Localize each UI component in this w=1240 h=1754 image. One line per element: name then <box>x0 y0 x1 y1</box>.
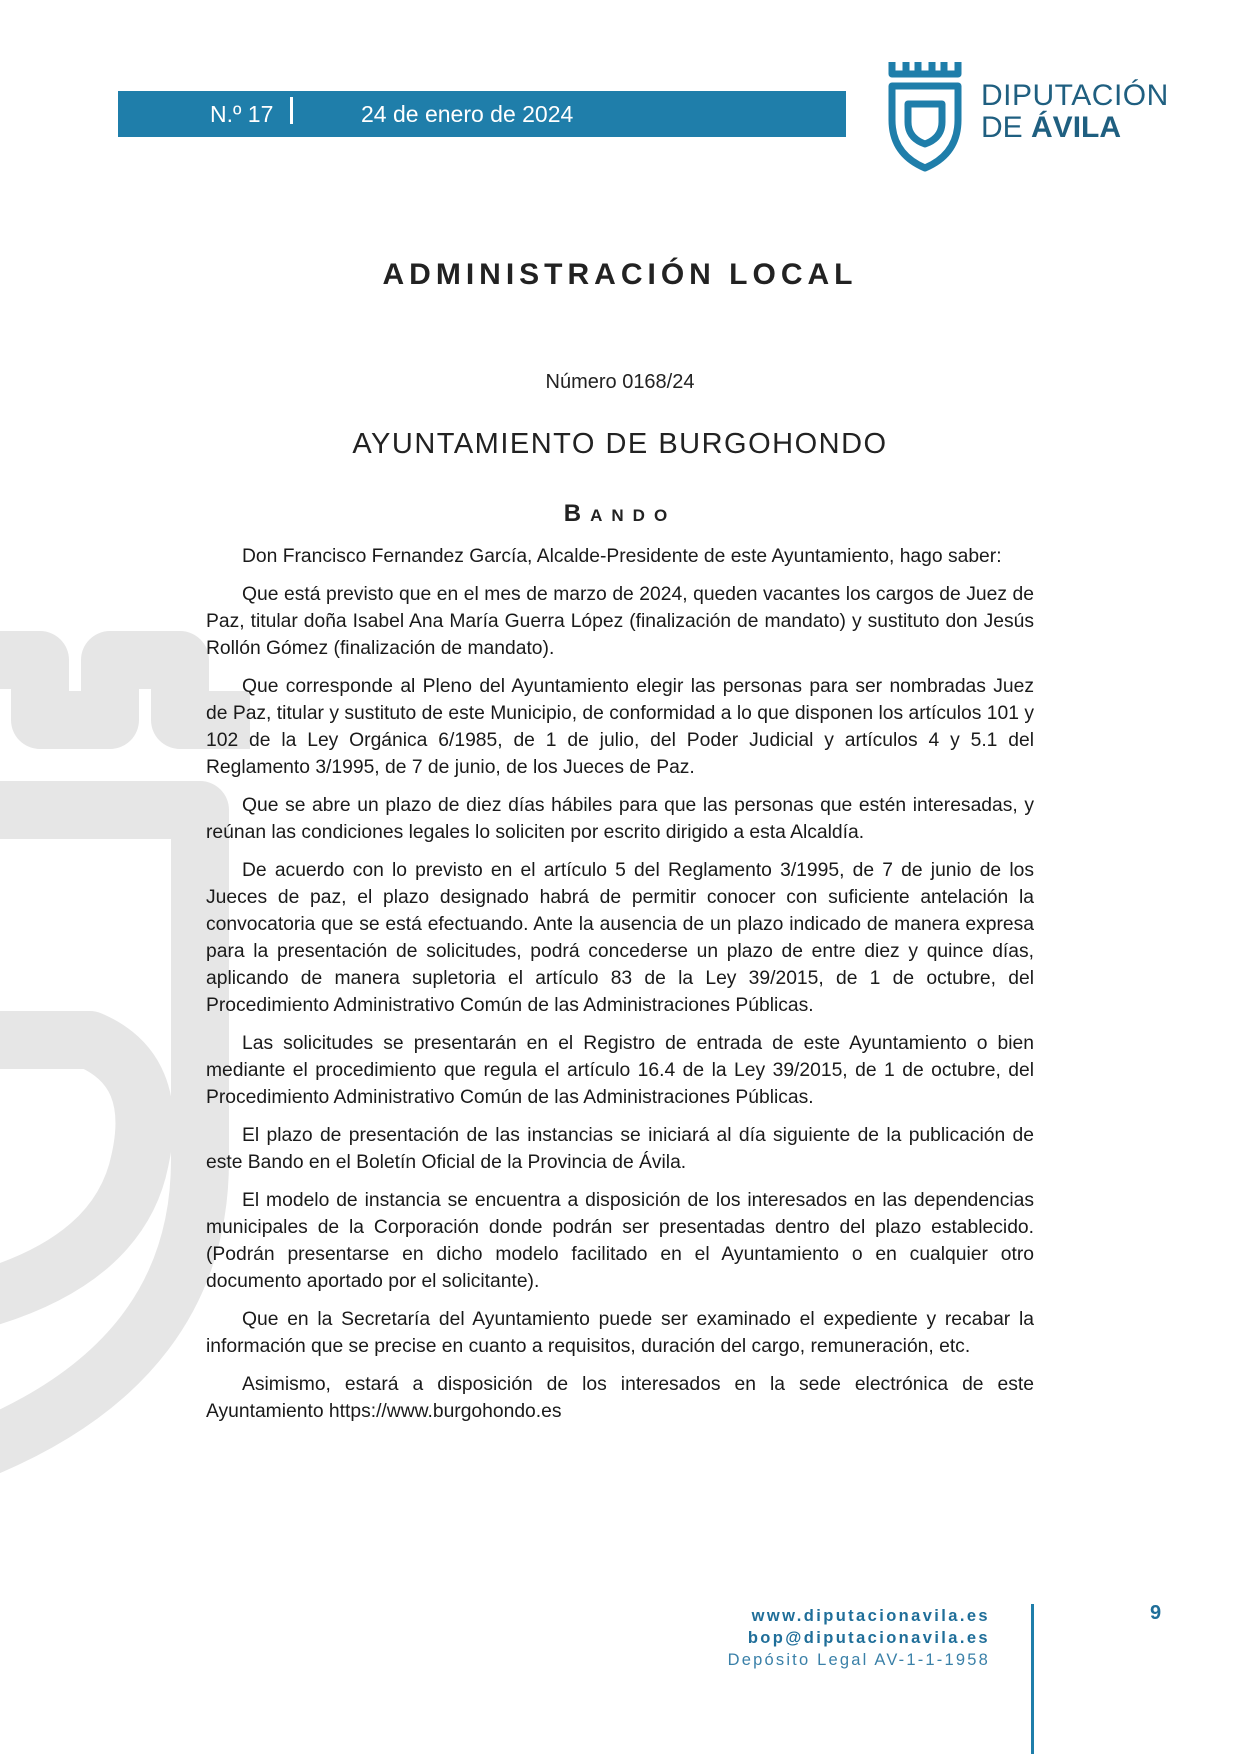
footer-legal-deposit: Depósito Legal AV-1-1-1958 <box>727 1651 990 1669</box>
logo-line-2 <box>981 112 1169 144</box>
diputacion-logo <box>886 58 1169 178</box>
page-number: 9 <box>1150 1602 1162 1624</box>
paragraph: Asimismo, estará a disposición de los interesados en la sede electrónica de este Ayuntamiento https://www.burgohondo.es <box>206 1374 1034 1422</box>
announcement-number: Número 0168/24 <box>545 371 695 393</box>
header-bar <box>118 91 846 137</box>
footer-website-link[interactable]: www.diputacionavila.es <box>751 1607 990 1625</box>
entity-name: AYUNTAMIENTO DE BURGOHONDO <box>352 428 888 460</box>
footer-email-link[interactable]: bop@diputacionavila.es <box>747 1629 990 1647</box>
castle-shield-icon <box>886 58 966 174</box>
section-title: ADMINISTRACIÓN LOCAL <box>382 258 858 291</box>
document-type: Bando <box>563 500 677 527</box>
paragraph: Don Francisco Fernandez García, Alcalde-Presidente de este Ayuntamiento, hago saber: <box>242 546 1002 567</box>
paragraph: Que está previsto que en el mes de marzo de 2024, queden vacantes los cargos de Juez de Paz, titular doña Isabel Ana María Guerra López (finalización de mandato) y sustituto don Jesús Rollón Gómez (finalización de mandato). <box>206 584 1034 659</box>
issue-number: N.º 17 <box>210 101 274 127</box>
paragraph: Que en la Secretaría del Ayuntamiento puede ser examinado el expediente y recabar la información que se precise en cuanto a requisitos, duración del cargo, remuneración, etc. <box>206 1309 1034 1357</box>
paragraph: El plazo de presentación de las instancias se iniciará al día siguiente de la publicación de este Bando en el Boletín Oficial de la Provincia de Ávila. <box>206 1125 1034 1173</box>
issue-date: 24 de enero de 2024 <box>361 101 574 127</box>
logo-text <box>981 80 1169 144</box>
document-body <box>206 543 1034 1436</box>
paragraph: Las solicitudes se presentarán en el Registro de entrada de este Ayuntamiento o bien mediante el procedimiento que regula el artículo 16.4 de la Ley 39/2015, de 1 de octubre, del Procedimiento Administrativo Común de las Administraciones Públicas. <box>206 1033 1034 1108</box>
footer-divider <box>1031 1604 1034 1754</box>
logo-line-2-prefix: DE <box>981 111 1032 144</box>
header-separator <box>290 97 293 124</box>
paragraph: El modelo de instancia se encuentra a disposición de los interesados en las dependencias municipales de la Corporación donde podrán ser presentadas dentro del plazo establecido. (Podrán presentarse en dicho modelo facilitado en el Ayuntamiento o en cualquier otro documento aportado por el solicitante). <box>206 1190 1034 1292</box>
paragraph: Que se abre un plazo de diez días hábiles para que las personas que estén interesadas, y reúnan las condiciones legales lo soliciten por escrito dirigido a esta Alcaldía. <box>206 795 1034 843</box>
logo-line-1: DIPUTACIÓN <box>981 79 1169 112</box>
paragraph: Que corresponde al Pleno del Ayuntamiento elegir las personas para ser nombradas Juez de Paz, titular y sustituto de este Municipio, de conformidad a lo que disponen los artículos 101 y 102 de la Ley Orgánica 6/1985, de 1 de julio, del Poder Judicial y artículos 4 y 5.1 del Reglamento 3/1995, de 7 de junio, de los Jueces de Paz. <box>206 676 1034 778</box>
logo-line-2-bold: ÁVILA <box>1031 111 1122 144</box>
paragraph: De acuerdo con lo previsto en el artículo 5 del Reglamento 3/1995, de 7 de junio de los Jueces de paz, el plazo designado habrá de permitir conocer con suficiente antelación la convocatoria que se está efectuando. Ante la ausencia de un plazo indicado de manera expresa para la presentación de solicitudes, podrá concederse un plazo de entre diez y quince días, aplicando de manera supletoria el artículo 83 de la Ley 39/2015, de 1 de octubre, del Procedimiento Administrativo Común de las Administraciones Públicas. <box>206 860 1034 1016</box>
footer-links <box>600 1605 990 1671</box>
